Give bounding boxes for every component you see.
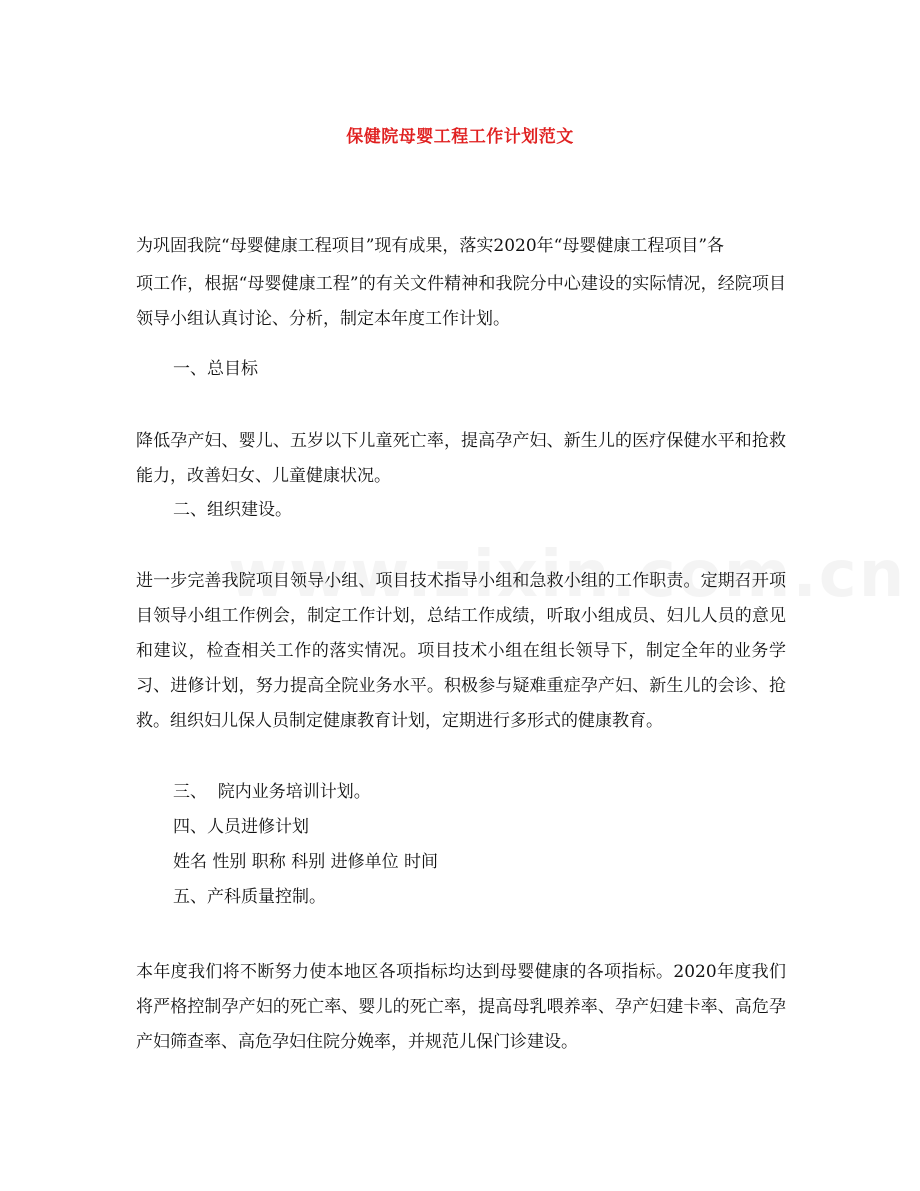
paragraph-intro	[136, 229, 786, 337]
section-heading-4: 四、人员进修计划	[173, 817, 309, 837]
paragraph-organization: 进一步完善我院项目领导小组、项目技术指导小组和急救小组的工作职责。定期召开项目领导小组工作例会，制定工作计划，总结工作成绩，听取小组成员、妇儿人员的意见和建议，检查相关工作的落实情况。项目技术小组在组长领导下，制定全年的业务学习、进修计划，努力提高全院业务水平。积极参与疑难重症孕产妇、新生儿的会诊、抢救。组织妇儿保人员制定健康教育计划，定期进行多形式的健康教育。	[136, 571, 786, 731]
paragraph-goals: 降低孕产妇、婴儿、五岁以下儿童死亡率，提高孕产妇、新生儿的医疗保健水平和抢救能力，改善妇女、儿童健康状况。	[136, 431, 786, 486]
section-heading-3: 三、 院内业务培训计划。	[173, 782, 371, 802]
paragraph-intro-rest: 项工作，根据“母婴健康工程”的有关文件精神和我院分中心建设的实际情况，经院项目领导小组认真讨论、分析，制定本年度工作计划。	[136, 274, 786, 329]
paragraph-quality-control: 本年度我们将不断努力使本地区各项指标均达到母婴健康的各项指标。2020年度我们将严格控制孕产妇的死亡率、婴儿的死亡率，提高母乳喂养率、孕产妇建卡率、高危孕产妇筛查率、高危孕妇住院分娩率，并规范儿保门诊建设。	[136, 962, 786, 1052]
section-heading-5: 五、产科质量控制。	[173, 887, 326, 907]
training-table-header: 姓名 性别 职称 科别 进修单位 时间	[173, 852, 439, 872]
section-heading-2: 二、组织建设。	[173, 500, 292, 520]
paragraph-intro-line-1: 为巩固我院“母婴健康工程项目”现有成果，落实2020年“母婴健康工程项目”各	[136, 236, 725, 256]
document-title: 保健院母婴工程工作计划范文	[346, 127, 574, 147]
section-heading-1: 一、总目标	[173, 359, 258, 379]
